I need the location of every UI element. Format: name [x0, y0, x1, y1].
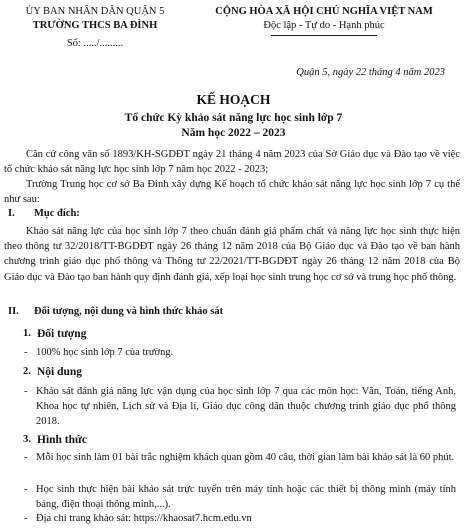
intro-paragraph-2: Trường Trung học cơ sở Ba Đình xây dựng Kế hoạch tổ chức khảo sát năng lực học sinh lớp 7 cụ thể như sau:: [4, 179, 460, 206]
document-number: Số: ...../.........: [66, 38, 124, 49]
subsection-2-title: Nội dung: [37, 366, 83, 378]
motto-underline: [271, 35, 377, 36]
header-nation: CỘNG HÒA XÃ HỘI CHỦ NGHĨA VIỆT NAM: [215, 6, 433, 17]
subsection-2-number: 2.: [23, 366, 31, 377]
list-item-text: Học sinh thực hiện bài khảo sát trực tuyến trên máy tính hoặc các thiết bị thông minh (máy tính bảng, điện thoại thông minh,...).: [36, 484, 456, 511]
bullet-dash: -: [24, 484, 28, 495]
header-org: ỦY BAN NHÂN DÂN QUẬN 5: [25, 6, 165, 17]
list-item: [24, 450, 456, 465]
section-1-title: Mục đích:: [34, 208, 80, 219]
subsection-1-title: Đối tượng: [37, 328, 87, 340]
list-item-text: 100% học sinh lớp 7 của trường.: [36, 347, 174, 358]
bullet-dash: -: [24, 386, 28, 397]
list-item: [24, 384, 456, 430]
list-item: [24, 345, 456, 360]
subsection-1-number: 1.: [23, 328, 31, 339]
intro-paragraph-1: Căn cứ công văn số 1893/KH-SGDĐT ngày 21 tháng 4 năm 2023 của Sở Giáo dục và Đào tạo về việc tổ chức khảo sát năng lực học sinh lớp 7 năm học 2022 - 2023;: [4, 149, 460, 176]
section-1-body: Khảo sát năng lực của học sinh lớp 7 theo chuẩn đánh giá phẩm chất và năng lực học sinh thực hiện theo thông tư 32/2018/TT-BGDĐT ngày 26 tháng 12 năm 2018 của Bộ Giáo dục và Đào tạo về ban hành chương trình giáo dục phổ thông và Thông tư 22/2021/TT-BGDĐT ngày 26 tháng 12 năm 2018 của Bộ Giáo dục và Đào tạo ban hành quy định đánh giá, xếp loại học sinh trung học cơ sở và trung học phổ thông.: [4, 226, 460, 283]
document-title: KẾ HOẠCH: [196, 92, 271, 107]
section-1-number: I.: [8, 208, 15, 219]
bullet-dash: -: [24, 347, 28, 358]
subsection-3-title: Hình thức: [37, 434, 88, 446]
list-item: [24, 482, 456, 512]
school-year: Năm học 2022 – 2023: [181, 127, 286, 139]
date-line: Quận 5, ngày 22 tháng 4 năm 2023: [296, 67, 445, 78]
bullet-dash: -: [24, 513, 28, 524]
header-motto: Độc lập - Tự do - Hạnh phúc: [263, 20, 385, 31]
survey-url: Địa chỉ trang khảo sát: https://khaosat7.hcm.edu.vn: [36, 513, 252, 524]
list-item-text: Khảo sát đánh giá năng lực vận dụng của học sinh lớp 7 qua các môn học: Văn, Toán, tiếng Anh, Khoa học tự nhiên, Lịch sử và Địa lí, Giáo dục công dân thuộc chương trình giáo dục phổ thông 2018.: [36, 386, 456, 428]
list-item-text: Mỗi học sinh làm 01 bài trắc nghiệm khách quan gồm 40 câu, thời gian làm bài khảo sát là 60 phút.: [36, 452, 455, 463]
list-item: [24, 511, 456, 526]
subsection-3-number: 3.: [23, 434, 31, 445]
section-2-title: Đối tượng, nội dung và hình thức khảo sát: [34, 306, 224, 317]
document-subtitle: Tổ chức Kỳ khảo sát năng lực học sinh lớp 7: [124, 112, 343, 124]
header-school: TRƯỜNG THCS BA ĐÌNH: [32, 20, 158, 31]
bullet-dash: -: [24, 452, 28, 463]
section-2-number: II.: [8, 306, 19, 317]
